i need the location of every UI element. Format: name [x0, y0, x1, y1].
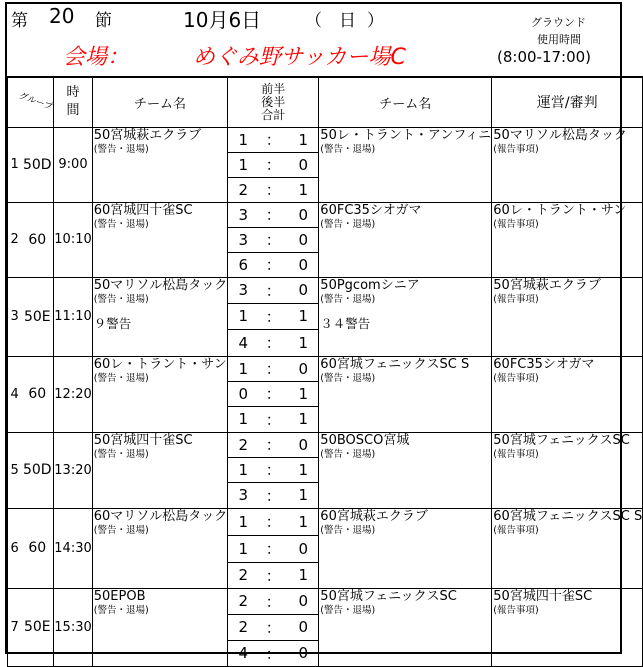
column-header-row [8, 77, 643, 127]
score-cell [228, 588, 319, 614]
ops-header: 運営/審判 [492, 77, 643, 127]
score-left: 2 [238, 180, 249, 199]
away-team: 60FC35シオガマ [320, 202, 422, 218]
ground-label-2: 使用時間 [537, 33, 581, 46]
score-header: 前半 後半 合計 [228, 77, 319, 127]
ops-cell [492, 202, 643, 277]
home-team: 60マリソル松島タック [93, 508, 228, 524]
score-colon: ： [265, 231, 281, 249]
away-note: (警告・退場) [320, 524, 376, 536]
away-team: 50Pgcomシニア [320, 277, 420, 293]
away-note: (警告・退場) [320, 448, 376, 460]
home-team-cell [92, 432, 228, 508]
score-cell [228, 406, 319, 432]
score-right: 0 [298, 539, 309, 558]
score-colon: ： [265, 566, 281, 585]
score-colon: ： [265, 156, 281, 174]
away-note: (警告・退場) [320, 372, 376, 384]
away-team-cell [319, 202, 492, 277]
score-right: 0 [298, 255, 309, 274]
score-right: 0 [298, 281, 309, 299]
away-team-cell [319, 356, 492, 432]
score-colon: ： [265, 644, 281, 663]
match-group: 60 [21, 202, 53, 277]
match-group: 50E [21, 588, 53, 666]
match-group: 50D [21, 127, 53, 202]
home-note: (警告・退場) [93, 218, 149, 230]
match-time: 14:30 [54, 508, 92, 588]
ops-cell [492, 127, 643, 202]
away-team: 50レ・トラント・アンフィニ [320, 127, 492, 143]
schedule-header [7, 4, 620, 76]
match-group: 60 [21, 356, 53, 432]
home-team: 50宮城四十雀SC [93, 432, 193, 448]
score-left: 3 [238, 205, 249, 224]
score-left: 1 [238, 460, 249, 479]
weekday-open: （ [305, 11, 322, 31]
score-colon: ： [265, 513, 281, 531]
match-time: 12:20 [54, 356, 92, 432]
score-colon: ： [265, 436, 281, 454]
score-left: 0 [238, 384, 249, 403]
score-colon: ： [265, 461, 281, 479]
match-group: 50D [21, 432, 53, 508]
match-time: 13:20 [54, 432, 92, 508]
score-right: 0 [298, 644, 309, 662]
ops-note: (報告事項) [493, 293, 539, 305]
score-cell [228, 562, 319, 588]
score-cell [228, 614, 319, 640]
ops-note: (報告事項) [493, 143, 539, 155]
away-note: (警告・退場) [320, 218, 376, 230]
team2-header: チーム名 [319, 77, 492, 127]
score-cell [228, 227, 319, 252]
score-cell [228, 432, 319, 457]
ops-team: 60レ・トラント・サン [493, 202, 627, 218]
weekday: 日 [339, 11, 356, 31]
match-number: 7 [8, 588, 22, 666]
away-team: 60宮城萩エクラブ [320, 508, 428, 524]
score-colon: ： [265, 385, 281, 403]
away-team-cell [319, 588, 492, 666]
match-group: 50E [21, 277, 53, 356]
score-colon: ： [265, 281, 281, 300]
score-left: 1 [238, 512, 249, 531]
score-colon: ： [265, 307, 281, 326]
score-left: 3 [238, 486, 249, 504]
ops-team: 50宮城萩エクラブ [493, 277, 601, 293]
score-right: 0 [298, 592, 309, 610]
ops-team: 50宮城四十雀SC [493, 588, 593, 604]
venue-name: めぐみ野サッカー場C [193, 45, 406, 70]
score-right: 1 [298, 460, 309, 479]
home-note: (警告・退場) [93, 524, 149, 536]
score-right: 1 [298, 180, 309, 199]
match-row [8, 127, 643, 152]
score-cell [228, 303, 319, 329]
score-cell [228, 457, 319, 482]
weekday-close: ） [367, 11, 384, 31]
home-team-cell [92, 127, 228, 202]
score-left: 4 [238, 333, 249, 352]
score-colon: ： [265, 410, 281, 429]
match-number: 1 [8, 127, 22, 202]
score-cell [228, 152, 319, 177]
match-row [8, 277, 643, 303]
score-colon: ： [265, 131, 281, 149]
ops-team: 50宮城フェニックスSC [493, 432, 630, 448]
score-right: 1 [298, 130, 309, 149]
time-header: 時 間 [54, 77, 92, 127]
away-team: 60宮城フェニックスSC S [320, 356, 470, 372]
home-team-cell [92, 277, 228, 356]
score-right: 0 [298, 618, 309, 636]
score-right: 0 [298, 205, 309, 224]
away-team: 50宮城フェニックスSC [320, 588, 457, 604]
away-team-cell [319, 127, 492, 202]
score-right: 1 [298, 410, 309, 428]
match-row [8, 508, 643, 535]
venue-label: 会場： [63, 45, 130, 70]
score-left: 2 [238, 618, 249, 636]
score-colon: ： [265, 486, 281, 505]
score-left: 1 [238, 539, 249, 558]
score-right: 0 [298, 155, 309, 174]
score-cell [228, 640, 319, 666]
home-team: 60宮城四十雀SC [93, 202, 193, 218]
score-left: 1 [238, 307, 249, 325]
score-left: 4 [238, 644, 249, 662]
score-left: 6 [238, 255, 249, 274]
ops-cell [492, 432, 643, 508]
match-number: 2 [8, 202, 22, 277]
ops-note: (報告事項) [493, 448, 539, 460]
home-note: (警告・退場) [93, 604, 149, 616]
score-left: 2 [238, 592, 249, 610]
score-right: 0 [298, 359, 309, 378]
score-cell [228, 535, 319, 562]
ground-hours: (8:00-17:00) [497, 48, 592, 66]
ops-team: 50マリソル松島タック [493, 127, 627, 143]
team-header: チーム名 [92, 77, 228, 127]
home-team-cell [92, 588, 228, 666]
match-number: 6 [8, 508, 22, 588]
score-left: 1 [238, 359, 249, 378]
home-note: (警告・退場) [93, 448, 149, 460]
home-extra: ９警告 [93, 315, 132, 331]
match-group: 60 [21, 508, 53, 588]
away-team: 50BOSCO宮城 [320, 432, 410, 448]
score-colon: ： [265, 618, 281, 637]
home-team: 50EPOB [93, 588, 146, 604]
score-colon: ： [265, 206, 281, 224]
score-colon: ： [265, 334, 281, 352]
round-number: 20 [49, 4, 75, 28]
score-colon: ： [265, 540, 281, 558]
score-cell [228, 508, 319, 535]
ops-cell [492, 508, 643, 588]
score-right: 1 [298, 307, 309, 325]
away-team-cell [319, 508, 492, 588]
score-cell [228, 277, 319, 303]
match-time: 11:10 [54, 277, 92, 356]
score-cell [228, 381, 319, 406]
ops-note: (報告事項) [493, 604, 539, 616]
home-team: 50マリソル松島タック [93, 277, 228, 293]
away-extra: ３４警告 [320, 315, 371, 331]
ops-cell [492, 588, 643, 666]
score-right: 1 [298, 333, 309, 352]
dai-label: 第 [11, 11, 28, 31]
home-team-cell [92, 202, 228, 277]
score-left: 3 [238, 281, 249, 299]
match-date: 10月6日 [183, 8, 262, 32]
score-cell [228, 482, 319, 508]
ops-cell [492, 356, 643, 432]
home-note: (警告・退場) [93, 143, 149, 155]
away-note: (警告・退場) [320, 604, 376, 616]
score-right: 0 [298, 230, 309, 249]
away-team-cell [319, 277, 492, 356]
home-note: (警告・退場) [93, 293, 149, 305]
score-left: 1 [238, 130, 249, 149]
score-left: 1 [238, 155, 249, 174]
ops-note: (報告事項) [493, 524, 539, 536]
match-time: 10:10 [54, 202, 92, 277]
ground-label-1: グラウンド [531, 16, 586, 29]
match-time: 9:00 [54, 127, 92, 202]
group-header: グループ [8, 77, 54, 127]
score-right: 1 [298, 384, 309, 403]
match-row [8, 202, 643, 227]
ops-team: 60宮城フェニックスSC S [493, 508, 643, 524]
score-cell [228, 329, 319, 356]
score-right: 1 [298, 566, 309, 584]
score-left: 3 [238, 230, 249, 249]
score-colon: ： [265, 592, 281, 611]
away-team-cell [319, 432, 492, 508]
away-note: (警告・退場) [320, 143, 376, 155]
match-number: 3 [8, 277, 22, 356]
match-time: 15:30 [54, 588, 92, 666]
home-team: 60レ・トラント・サン [93, 356, 227, 372]
home-note: (警告・退場) [93, 372, 149, 384]
score-cell [228, 356, 319, 381]
match-number: 5 [8, 432, 22, 508]
ops-team: 60FC35シオガマ [493, 356, 595, 372]
ops-note: (報告事項) [493, 372, 539, 384]
score-right: 1 [298, 512, 309, 531]
home-team-cell [92, 508, 228, 588]
score-cell [228, 252, 319, 277]
match-row [8, 356, 643, 381]
score-colon: ： [265, 256, 281, 274]
ops-note: (報告事項) [493, 218, 539, 230]
score-left: 2 [238, 435, 249, 454]
score-cell [228, 202, 319, 227]
home-team: 50宮城萩エクラブ [93, 127, 202, 143]
score-cell [228, 177, 319, 202]
home-team-cell [92, 356, 228, 432]
match-number: 4 [8, 356, 22, 432]
match-row [8, 588, 643, 614]
score-left: 2 [238, 566, 249, 584]
score-left: 1 [238, 410, 249, 428]
score-right: 0 [298, 435, 309, 454]
score-right: 1 [298, 486, 309, 504]
score-colon: ： [265, 360, 281, 378]
schedule-sheet [5, 2, 643, 663]
ops-cell [492, 277, 643, 356]
away-note: (警告・退場) [320, 293, 376, 305]
match-row [8, 432, 643, 457]
score-cell [228, 127, 319, 152]
score-colon: ： [265, 181, 281, 199]
setsu-label: 節 [95, 11, 112, 31]
match-table [7, 76, 643, 667]
